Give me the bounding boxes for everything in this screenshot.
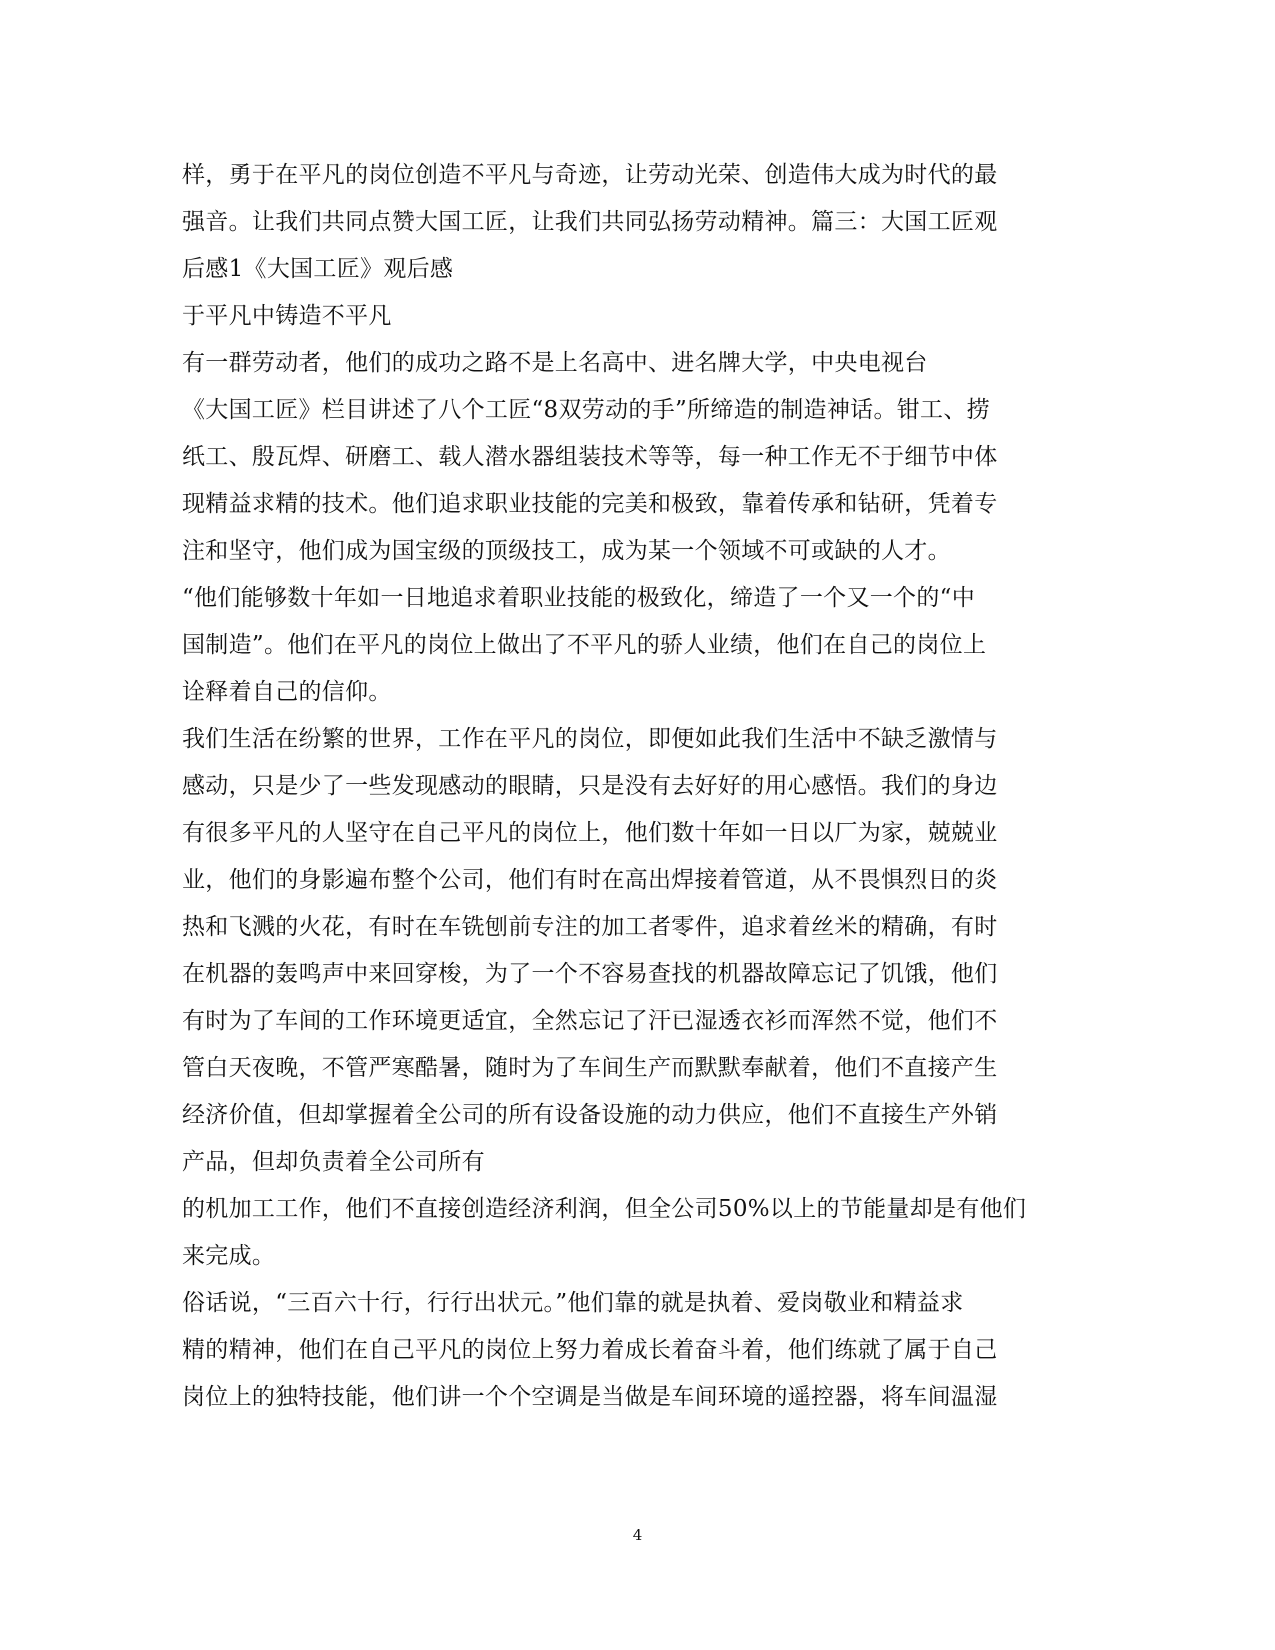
page-number: 4	[632, 1526, 643, 1544]
text-line: 我们生活在纷繁的世界，工作在平凡的岗位，即便如此我们生活中不缺乏激情与	[182, 726, 998, 752]
text-line: 纸工、殷瓦焊、研磨工、载人潜水器组装技术等等，每一种工作无不于细节中体	[182, 444, 998, 470]
text-line: 的机加工工作，他们不直接创造经济利润，但全公司50%以上的节能量却是有他们	[182, 1196, 1027, 1222]
text-line: 有时为了车间的工作环境更适宜，全然忘记了汗已湿透衣衫而浑然不觉，他们不	[182, 1008, 998, 1034]
text-line: 热和飞溅的火花，有时在车铣刨前专注的加工者零件，追求着丝米的精确，有时	[182, 914, 998, 940]
text-line: 岗位上的独特技能，他们讲一个个空调是当做是车间环境的遥控器，将车间温湿	[182, 1384, 998, 1410]
text-line: 于平凡中铸造不平凡	[182, 303, 392, 329]
text-line: 经济价值，但却掌握着全公司的所有设备设施的动力供应，他们不直接生产外销	[182, 1102, 998, 1128]
text-line: “他们能够数十年如一日地追求着职业技能的极致化，缔造了一个又一个的“中	[182, 585, 976, 611]
text-line: 业，他们的身影遍布整个公司，他们有时在高出焊接着管道，从不畏惧烈日的炎	[182, 867, 998, 893]
text-line: 后感1《大国工匠》观后感	[182, 256, 454, 282]
text-line: 在机器的轰鸣声中来回穿梭，为了一个不容易查找的机器故障忘记了饥饿，他们	[182, 961, 998, 987]
text-line: 样，勇于在平凡的岗位创造不平凡与奇迹，让劳动光荣、创造伟大成为时代的最	[182, 162, 998, 188]
text-line: 现精益求精的技术。他们追求职业技能的完美和极致，靠着传承和钻研，凭着专	[182, 491, 998, 517]
text-line: 管白天夜晚，不管严寒酷暑，随时为了车间生产而默默奉献着，他们不直接产生	[182, 1055, 998, 1081]
text-line: 有一群劳动者，他们的成功之路不是上名高中、进名牌大学，中央电视台	[182, 350, 928, 376]
text-line: 来完成。	[182, 1243, 276, 1269]
text-line: 俗话说，“三百六十行，行行出状元。”他们靠的就是执着、爱岗敬业和精益求	[182, 1290, 964, 1316]
text-line: 诠释着自己的信仰。	[182, 679, 392, 705]
text-line: 感动，只是少了一些发现感动的眼睛，只是没有去好好的用心感悟。我们的身边	[182, 773, 998, 799]
text-line: 有很多平凡的人坚守在自己平凡的岗位上，他们数十年如一日以厂为家，兢兢业	[182, 820, 998, 846]
text-line: 国制造”。他们在平凡的岗位上做出了不平凡的骄人业绩，他们在自己的岗位上	[182, 632, 987, 658]
text-line: 《大国工匠》栏目讲述了八个工匠“8双劳动的手”所缔造的制造神话。钳工、捞	[182, 397, 990, 423]
text-line: 强音。让我们共同点赞大国工匠，让我们共同弘扬劳动精神。篇三：大国工匠观	[182, 209, 998, 235]
text-line: 注和坚守，他们成为国宝级的顶级技工，成为某一个领域不可或缺的人才。	[182, 538, 951, 564]
text-line: 精的精神，他们在自己平凡的岗位上努力着成长着奋斗着，他们练就了属于自己	[182, 1337, 998, 1363]
document-body	[182, 152, 1062, 1421]
text-line: 产品，但却负责着全公司所有	[182, 1149, 485, 1175]
